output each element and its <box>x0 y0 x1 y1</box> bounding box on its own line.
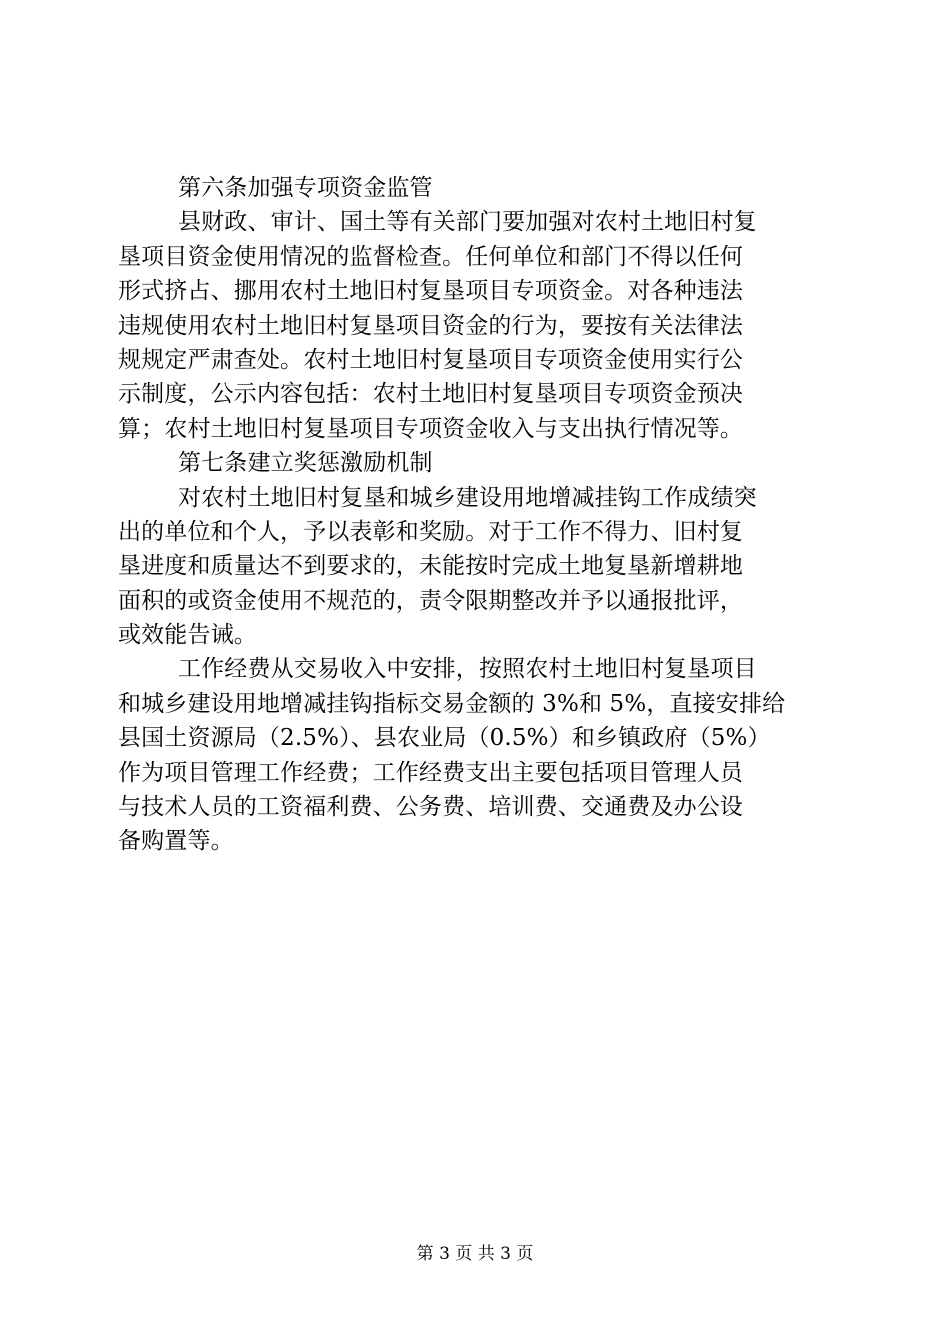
paragraph-line: 县国土资源局（2.5%）、县农业局（0.5%）和乡镇政府（5%） <box>118 725 771 752</box>
paragraph-line: 形式挤占、挪用农村土地旧村复垦项目专项资金。对各种违法 <box>118 278 744 305</box>
section-heading-7: 第七条建立奖惩激励机制 <box>178 450 433 477</box>
paragraph-line: 出的单位和个人，予以表彰和奖励。对于工作不得力、旧村复 <box>118 518 744 545</box>
page-number-label: 第 3 页 共 3 页 <box>416 1244 534 1264</box>
page-footer <box>0 1242 950 1266</box>
paragraph-line: 规规定严肃查处。农村土地旧村复垦项目专项资金使用实行公 <box>118 346 744 373</box>
paragraph-line: 面积的或资金使用不规范的，责令限期整改并予以通报批评， <box>118 587 744 614</box>
paragraph-line: 或效能告诫。 <box>118 622 257 649</box>
paragraph-line: 备购置等。 <box>118 828 234 855</box>
paragraph-line: 作为项目管理工作经费；工作经费支出主要包括项目管理人员 <box>118 759 744 786</box>
paragraph-line: 违规使用农村土地旧村复垦项目资金的行为，要按有关法律法 <box>118 312 744 339</box>
section-heading-6: 第六条加强专项资金监管 <box>178 175 433 201</box>
paragraph-line: 工作经费从交易收入中安排，按照农村土地旧村复垦项目 <box>178 656 757 683</box>
paragraph-line: 垦进度和质量达不到要求的，未能按时完成土地复垦新增耕地 <box>118 553 744 580</box>
paragraph-line: 和城乡建设用地增减挂钩指标交易金额的 3%和 5%，直接安排给 <box>118 690 786 717</box>
paragraph-line: 对农村土地旧村复垦和城乡建设用地增减挂钩工作成绩突 <box>178 484 757 511</box>
paragraph-line: 算；农村土地旧村复垦项目专项资金收入与支出执行情况等。 <box>118 415 744 442</box>
paragraph-line: 县财政、审计、国土等有关部门要加强对农村土地旧村复 <box>178 209 757 236</box>
paragraph-line: 示制度，公示内容包括：农村土地旧村复垦项目专项资金预决 <box>118 381 744 408</box>
paragraph-line: 垦项目资金使用情况的监督检查。任何单位和部门不得以任何 <box>118 243 744 270</box>
paragraph-line: 与技术人员的工资福利费、公务费、培训费、交通费及办公设 <box>118 794 744 821</box>
document-body <box>118 171 834 859</box>
